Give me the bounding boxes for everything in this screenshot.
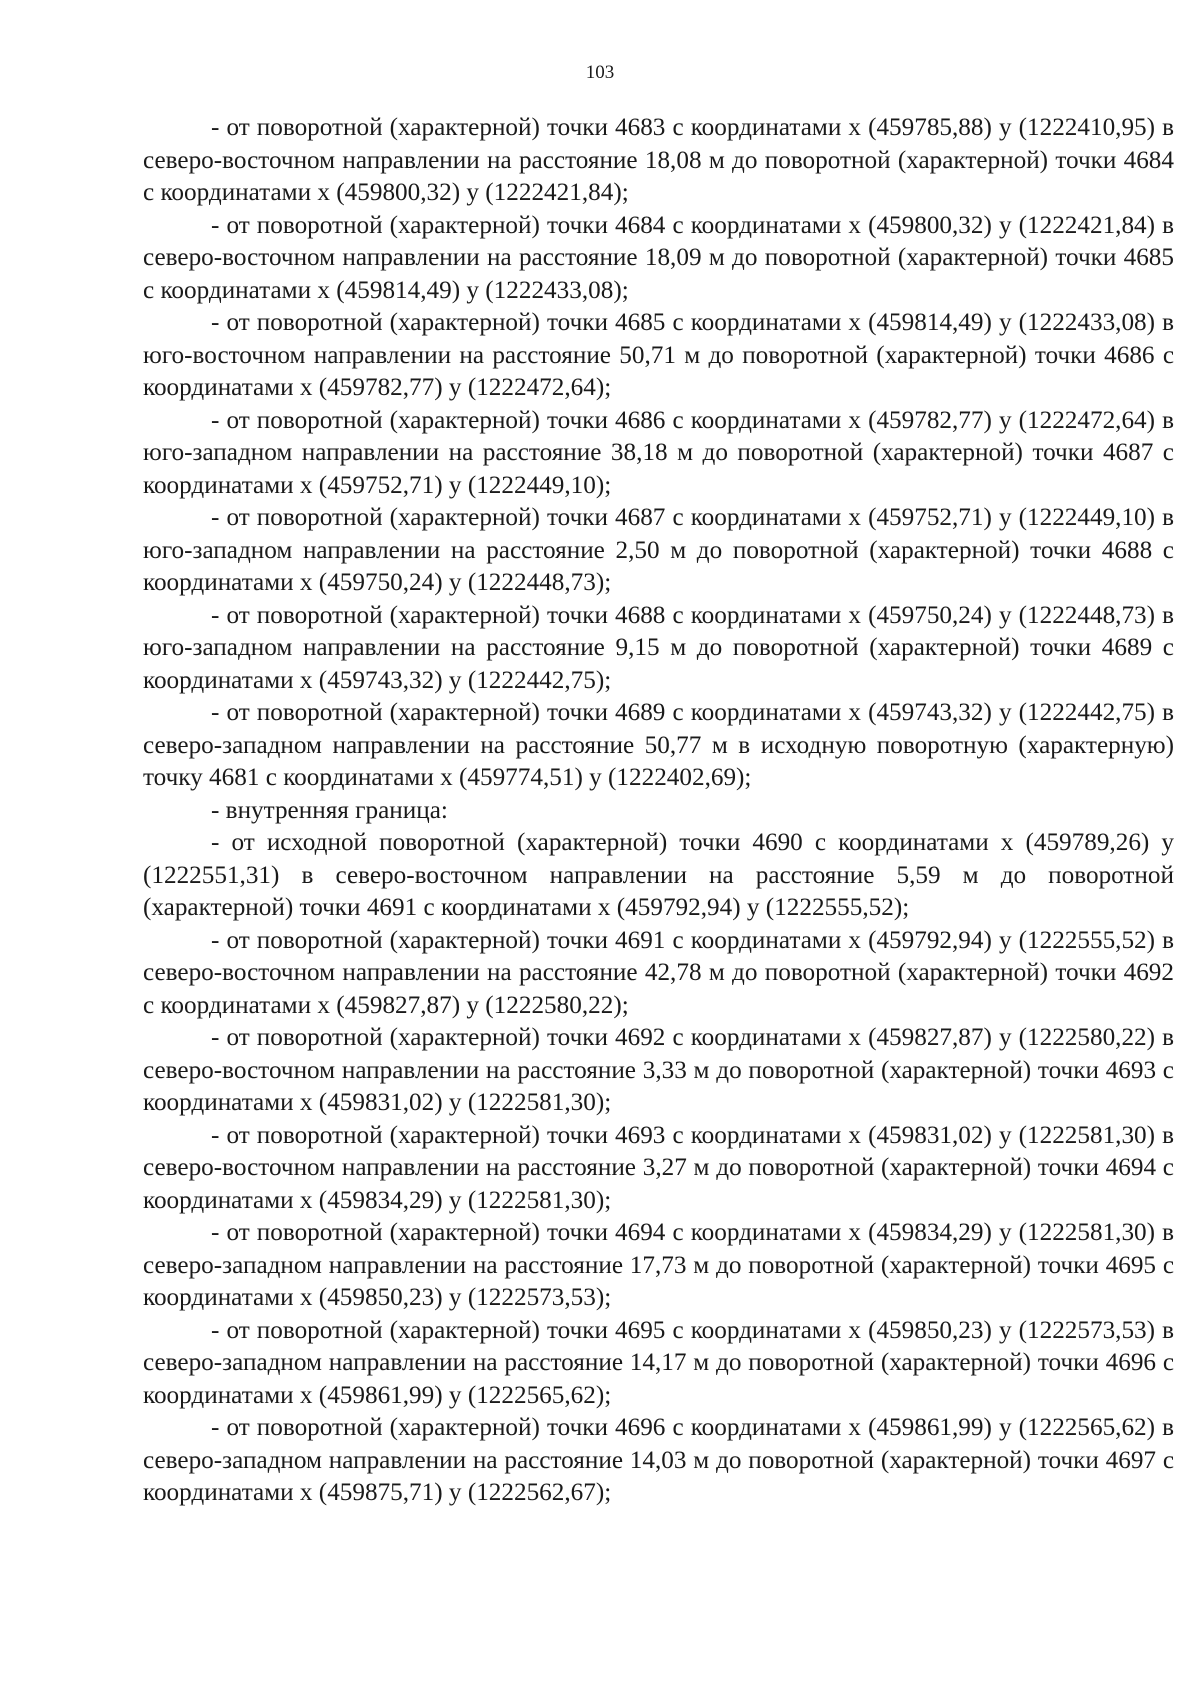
boundary-segment-4696-4697: - от поворотной (характерной) точки 4696 с координатами х (459861,99) у (1222565,62) в северо-западном направлении на расстояние 14,03 м до поворотной (характерной) точки 4697 с координатами х (459875,71) у (1222562,67); — [143, 1414, 1174, 1506]
document-body — [143, 112, 1174, 1510]
boundary-segment-4690-4691: - от исходной поворотной (характерной) точки 4690 с координатами х (459789,26) у (1222551,31) в северо-восточном направлении на расстояние 5,59 м до поворотной (характерной) точки 4691 с координатами х (459792,94) у (1222555,52); — [143, 829, 1174, 921]
boundary-segment-4688-4689: - от поворотной (характерной) точки 4688 с координатами х (459750,24) у (1222448,73) в юго-западном направлении на расстояние 9,15 м до поворотной (характерной) точки 4689 с координатами х (459743,32) у (1222442,75); — [143, 601, 1174, 694]
boundary-segment-4693-4694: - от поворотной (характерной) точки 4693 с координатами х (459831,02) у (1222581,30) в северо-восточном направлении на расстояние 3,27 м до поворотной (характерной) точки 4694 с координатами х (459834,29) у (1222581,30); — [143, 1121, 1174, 1214]
boundary-segment-4691-4692: - от поворотной (характерной) точки 4691 с координатами х (459792,94) у (1222555,52) в северо-восточном направлении на расстояние 42,78 м до поворотной (характерной) точки 4692 с координатами х (459827,87) у (1222580,22); — [143, 926, 1174, 1019]
boundary-segment-4686-4687: - от поворотной (характерной) точки 4686 с координатами х (459782,77) у (1222472,64) в юго-западном направлении на расстояние 38,18 м до поворотной (характерной) точки 4687 с координатами х (459752,71) у (1222449,10); — [143, 406, 1174, 499]
page-number: 103 — [585, 62, 615, 83]
boundary-segment-4692-4693: - от поворотной (характерной) точки 4692 с координатами х (459827,87) у (1222580,22) в северо-восточном направлении на расстояние 3,33 м до поворотной (характерной) точки 4693 с координатами х (459831,02) у (1222581,30); — [143, 1024, 1174, 1116]
boundary-segment-4685-4686: - от поворотной (характерной) точки 4685 с координатами х (459814,49) у (1222433,08) в юго-восточном направлении на расстояние 50,71 м до поворотной (характерной) точки 4686 с координатами х (459782,77) у (1222472,64); — [143, 309, 1174, 401]
boundary-segment-4684-4685: - от поворотной (характерной) точки 4684 с координатами х (459800,32) у (1222421,84) в северо-восточном направлении на расстояние 18,09 м до поворотной (характерной) точки 4685 с координатами х (459814,49) у (1222433,08); — [143, 211, 1174, 304]
boundary-segment-4683-4684: - от поворотной (характерной) точки 4683 с координатами х (459785,88) у (1222410,95) в северо-восточном направлении на расстояние 18,08 м до поворотной (характерной) точки 4684 с координатами х (459800,32) у (1222421,84); — [143, 114, 1174, 206]
inner-boundary-heading: - внутренняя граница: — [211, 796, 448, 824]
boundary-segment-4687-4688: - от поворотной (характерной) точки 4687 с координатами х (459752,71) у (1222449,10) в юго-западном направлении на расстояние 2,50 м до поворотной (характерной) точки 4688 с координатами х (459750,24) у (1222448,73); — [143, 504, 1174, 596]
boundary-segment-4695-4696: - от поворотной (характерной) точки 4695 с координатами х (459850,23) у (1222573,53) в северо-западном направлении на расстояние 14,17 м до поворотной (характерной) точки 4696 с координатами х (459861,99) у (1222565,62); — [143, 1316, 1174, 1409]
boundary-segment-4689-4681: - от поворотной (характерной) точки 4689 с координатами х (459743,32) у (1222442,75) в северо-западном направлении на расстояние 50,77 м в исходную поворотную (характерную) точку 4681 с координатами х (459774,51) у (1222402,69); — [143, 699, 1174, 791]
boundary-segment-4694-4695: - от поворотной (характерной) точки 4694 с координатами х (459834,29) у (1222581,30) в северо-западном направлении на расстояние 17,73 м до поворотной (характерной) точки 4695 с координатами х (459850,23) у (1222573,53); — [143, 1219, 1174, 1311]
